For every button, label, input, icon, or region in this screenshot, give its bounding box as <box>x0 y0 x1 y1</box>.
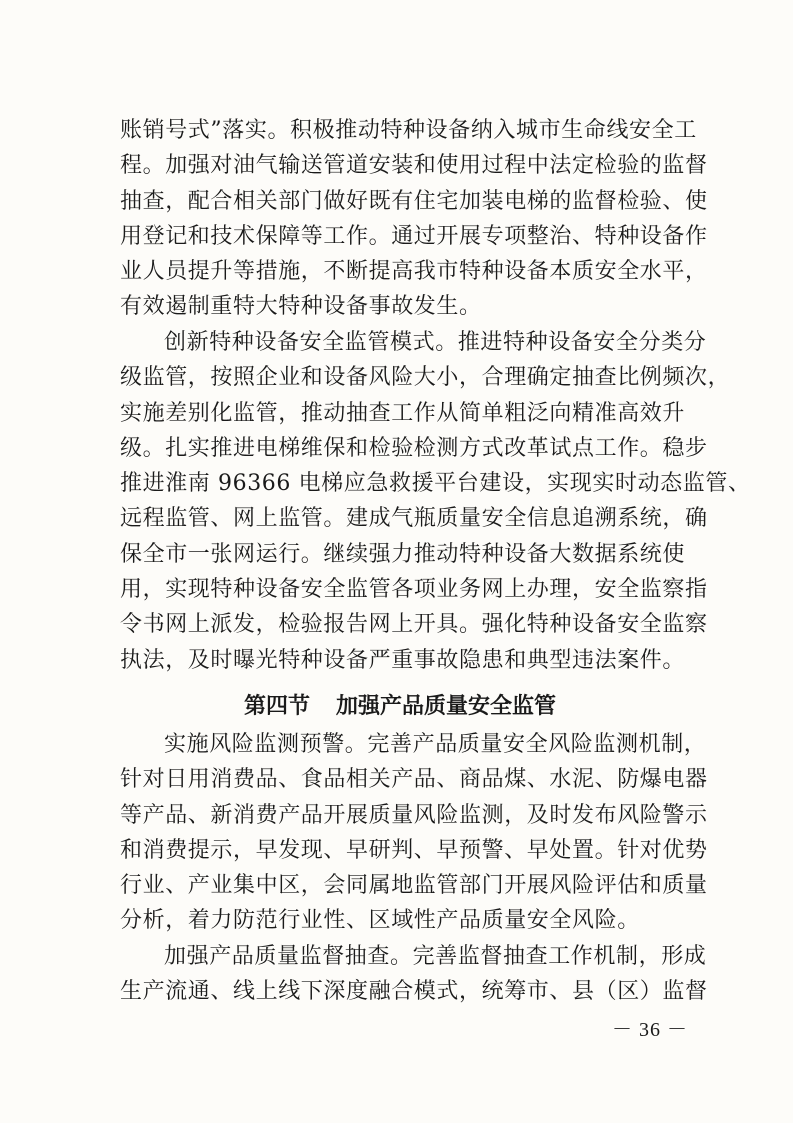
text-line: 生产流通、线上线下深度融合模式，统筹市、县（区）监督 <box>120 979 708 1005</box>
text-line: 实施差别化监管，推动抽查工作从简单粗泛向精准高效升 <box>120 400 686 426</box>
paragraph-4 <box>120 939 708 1010</box>
text-line: 实施风险监测预警。完善产品质量安全风险监测机制， <box>164 732 707 757</box>
text-line: 保全市一张网运行。继续强力推动特种设备大数据系统使 <box>120 541 686 567</box>
text-line: 业人员提升等措施，不断提高我市特种设备本质安全水平， <box>120 259 708 285</box>
text-line: 针对日用消费品、食品相关产品、商品煤、水泥、防爆电器 <box>120 767 708 793</box>
paragraph-2 <box>120 325 751 678</box>
section-title: 加强产品质量安全监管 <box>336 694 557 719</box>
text-line: 和消费提示，早发现、早研判、早预警、早处置。针对优势 <box>120 837 708 863</box>
text-line: 创新特种设备安全监管模式。推进特种设备安全分类分 <box>164 330 707 355</box>
text-line: 程。加强对油气输送管道安装和使用过程中法定检验的监督 <box>120 153 708 179</box>
text-line: 账销号式”落实。积极推动特种设备纳入城市生命线安全工 <box>120 118 697 143</box>
paragraph-3 <box>120 727 708 939</box>
text-line: 令书网上派发，检验报告网上开具。强化特种设备安全监察 <box>120 612 708 638</box>
text-line: 执法，及时曝光特种设备严重事故隐患和典型违法案件。 <box>120 647 686 673</box>
section-heading <box>120 689 680 725</box>
paragraph-1 <box>120 113 708 325</box>
text-line: 远程监管、网上监管。建成气瓶质量安全信息追溯系统，确 <box>120 506 708 532</box>
text-line: 用，实现特种设备安全监管各项业务网上办理，安全监察指 <box>120 577 708 603</box>
text-line: 推进淮南 96366 电梯应急救援平台建设，实现实时动态监管、 <box>120 471 751 497</box>
text-line: 等产品、新消费产品开展质量风险监测，及时发布风险警示 <box>120 802 708 828</box>
text-line: 抽查，配合相关部门做好既有住宅加装电梯的监督检验、使 <box>120 188 708 214</box>
text-line: 级监管，按照企业和设备风险大小，合理确定抽查比例频次， <box>120 365 731 391</box>
text-line: 级。扎实推进电梯维保和检验检测方式改革试点工作。稳步 <box>120 435 708 461</box>
page-number: － 36 － <box>612 1019 688 1041</box>
text-line: 行业、产业集中区，会同属地监管部门开展风险评估和质量 <box>120 873 708 899</box>
section-number: 第四节 <box>243 694 310 719</box>
text-line: 用登记和技术保障等工作。通过开展专项整治、特种设备作 <box>120 223 708 249</box>
text-line: 加强产品质量监督抽查。完善监督抽查工作机制，形成 <box>164 944 707 969</box>
text-line: 有效遏制重特大特种设备事故发生。 <box>120 294 482 320</box>
text-line: 分析，着力防范行业性、区域性产品质量安全风险。 <box>120 908 640 934</box>
